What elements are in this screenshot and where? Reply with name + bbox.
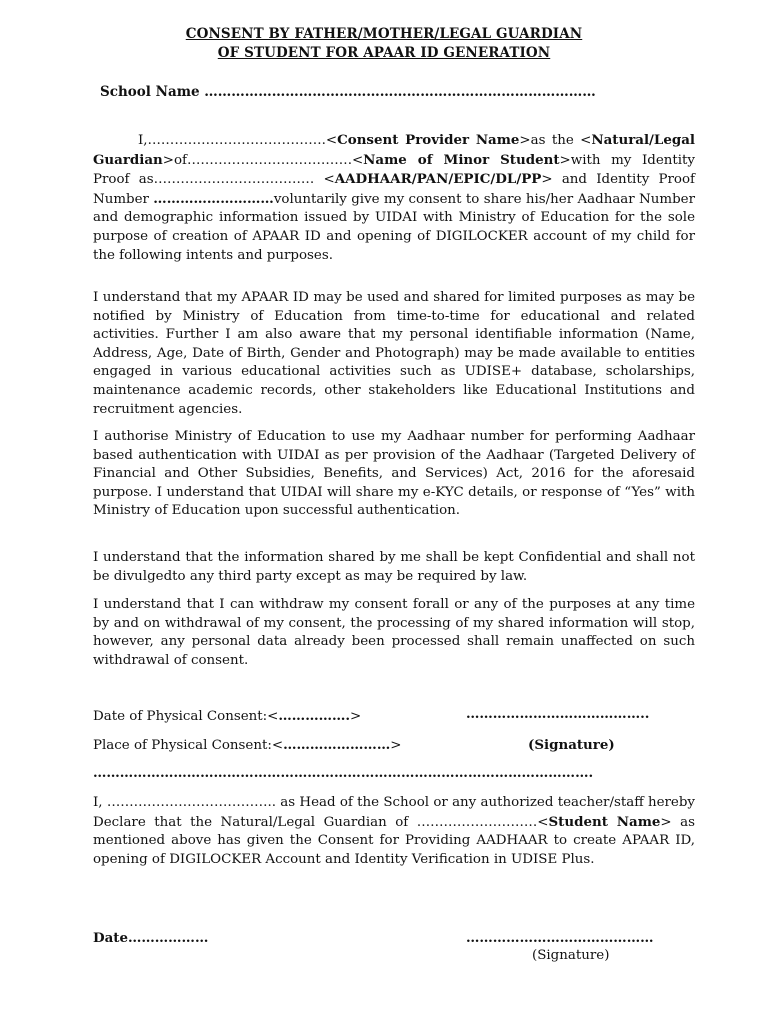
school-name-blank: …………………………………………………………………………… [204, 84, 596, 100]
date-of-physical-consent [93, 708, 361, 724]
date-consent-blank: ……………. [278, 708, 351, 724]
p1-text-1: I,………………………………….< [138, 133, 338, 148]
identity-proof-type-placeholder: AADHAAR/PAN/EPIC/DL/PP [334, 171, 542, 188]
p1-text-2: >as the < [519, 133, 592, 148]
place-of-physical-consent [93, 737, 401, 753]
guardian-type-placeholder: Natural/Legal Guardian [93, 132, 695, 168]
p1-text-4: >with my Identity Proof as……………………………… < [93, 152, 695, 188]
consent-paragraph-3: I authorise Ministry of Education to use my Aadhaar number for performing Aadhaar based authentication with UIDAI as per provision of the Aadhaar (Targeted Delivery of Financial and Other Subsidies, Benefits, and Services) Act, 2016 for the aforesaid purpose. I understand that UIDAI will share my e-KYC details, or response of “Yes” with Ministry of Education upon successful authentication. [93, 429, 695, 519]
p1-text-5: > and Identity Proof Number [93, 172, 695, 207]
head-signature-line: …………………………………… [466, 930, 654, 946]
p1-text-6: voluntarily give my consent to share his/her Aadhaar Number and demographic information issued by UIDAI with Ministry of Education for the sole purpose of creation of APAAR ID and opening of DIGILOCKER account of my child for the following intents and purposes. [93, 191, 695, 263]
place-consent-close: > [390, 738, 402, 753]
section-separator: …………………………………………………………………………………………………. [93, 765, 594, 781]
consent-provider-name-placeholder: Consent Provider Name [337, 132, 520, 148]
place-consent-label: Place of Physical Consent:< [93, 738, 284, 753]
identity-proof-number-blank: ……………………… [153, 190, 274, 207]
school-name-field [100, 84, 596, 100]
date-consent-close: > [350, 709, 362, 724]
place-consent-blank: …………………… [283, 737, 391, 753]
guardian-signature-line: ………………………………….. [466, 706, 650, 722]
consent-paragraph-2: I understand that my APAAR ID may be used and shared for limited purposes as may be notified by Ministry of Education from time-to-time for educational and related activities. Further I am also aware that my personal identifiable information (Name, Address, Age, Date of Birth, Gender and Photograph) may be made available to entities engaged in various educational activities such as UDISE+ database, scholarships, maintenance academic records, other stakeholders like Educational Institutions and recruitment agencies. [93, 290, 695, 417]
form-title-line-1: CONSENT BY FATHER/MOTHER/LEGAL GUARDIAN [185, 26, 583, 42]
consent-paragraph-1 [93, 131, 695, 265]
head-signature-label: (Signature) [532, 948, 610, 963]
consent-paragraph-4: I understand that the information shared by me shall be kept Confidential and shall not be divulgedto any third party except as may be required by law. [93, 550, 695, 584]
consent-paragraph-5: I understand that I can withdraw my consent forall or any of the purposes at any time by and on withdrawal of my consent, the processing of my shared information will stop, however, any personal data already been processed shall remain unaffected on such withdrawal of consent. [93, 597, 695, 668]
date-consent-label: Date of Physical Consent:< [93, 709, 279, 724]
guardian-signature-label: (Signature) [528, 737, 615, 753]
school-declaration-paragraph [93, 794, 695, 869]
school-name-label: School Name [100, 84, 200, 100]
minor-student-name-placeholder: Name of Minor Student [363, 151, 560, 168]
p6-text-1: I, ……………………………….. as Head of the School or any authorized teacher/staff hereby Declare that the Natural/Legal Guardian of ………………………< [93, 795, 695, 830]
student-name-placeholder: Student Name [548, 813, 661, 830]
form-title-line-2: OF STUDENT FOR APAAR ID GENERATION [217, 45, 551, 61]
p1-text-3: >of……………………………….< [162, 152, 364, 168]
declaration-date-field: Date……………… [93, 930, 209, 946]
p6-text-2: > as mentioned above has given the Consent for Providing AADHAAR to create APAAR ID, opening of DIGILOCKER Account and Identity Verification in UDISE Plus. [93, 814, 695, 867]
